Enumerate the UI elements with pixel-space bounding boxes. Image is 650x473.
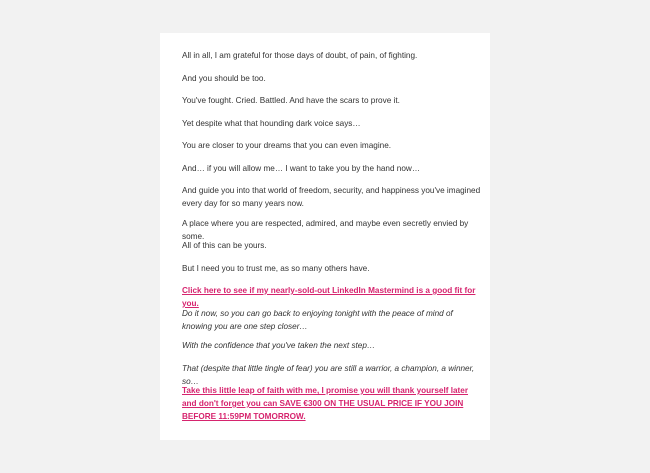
paragraph-grateful: All in all, I am grateful for those days of doubt, of pain, of fighting.: [182, 51, 418, 60]
paragraph-youve-fought: You've fought. Cried. Battled. And have the scars to prove it.: [182, 96, 400, 105]
paragraph-do-it-now: Do it now, so you can go back to enjoying tonight with the peace of mind of knowing you are one step closer…: [182, 309, 453, 331]
email-card: [160, 33, 490, 440]
paragraph-confidence: With the confidence that you've taken the next step…: [182, 341, 376, 350]
leap-of-faith-link[interactable]: Take this little leap of faith with me, I promise you will thank yourself later and don't forget you can SAVE €300 ON THE USUAL PRICE IF YOU JOIN BEFORE 11:59PM TOMORROW.: [182, 386, 469, 421]
paragraph-trust-me: But I need you to trust me, as so many others have.: [182, 264, 370, 273]
paragraph-all-yours: All of this can be yours.: [182, 241, 267, 250]
paragraph-you-should-be-too: And you should be too.: [182, 74, 266, 83]
mastermind-link[interactable]: Click here to see if my nearly-sold-out LinkedIn Mastermind is a good fit for you.: [182, 286, 476, 308]
paragraph-dark-voice: Yet despite what that hounding dark voice says…: [182, 119, 361, 128]
paragraph-guide-you: And guide you into that world of freedom, security, and happiness you've imagined every day for so many years now.: [182, 186, 481, 208]
paragraph-allow-me: And… if you will allow me… I want to take you by the hand now…: [182, 164, 421, 173]
paragraph-warrior: That (despite that little tingle of fear) you are still a warrior, a champion, a winner, so…: [182, 364, 475, 386]
paragraph-closer-to-dreams: You are closer to your dreams that you can even imagine.: [182, 141, 392, 150]
paragraph-respected: A place where you are respected, admired, and maybe even secretly envied by some.: [182, 219, 469, 241]
